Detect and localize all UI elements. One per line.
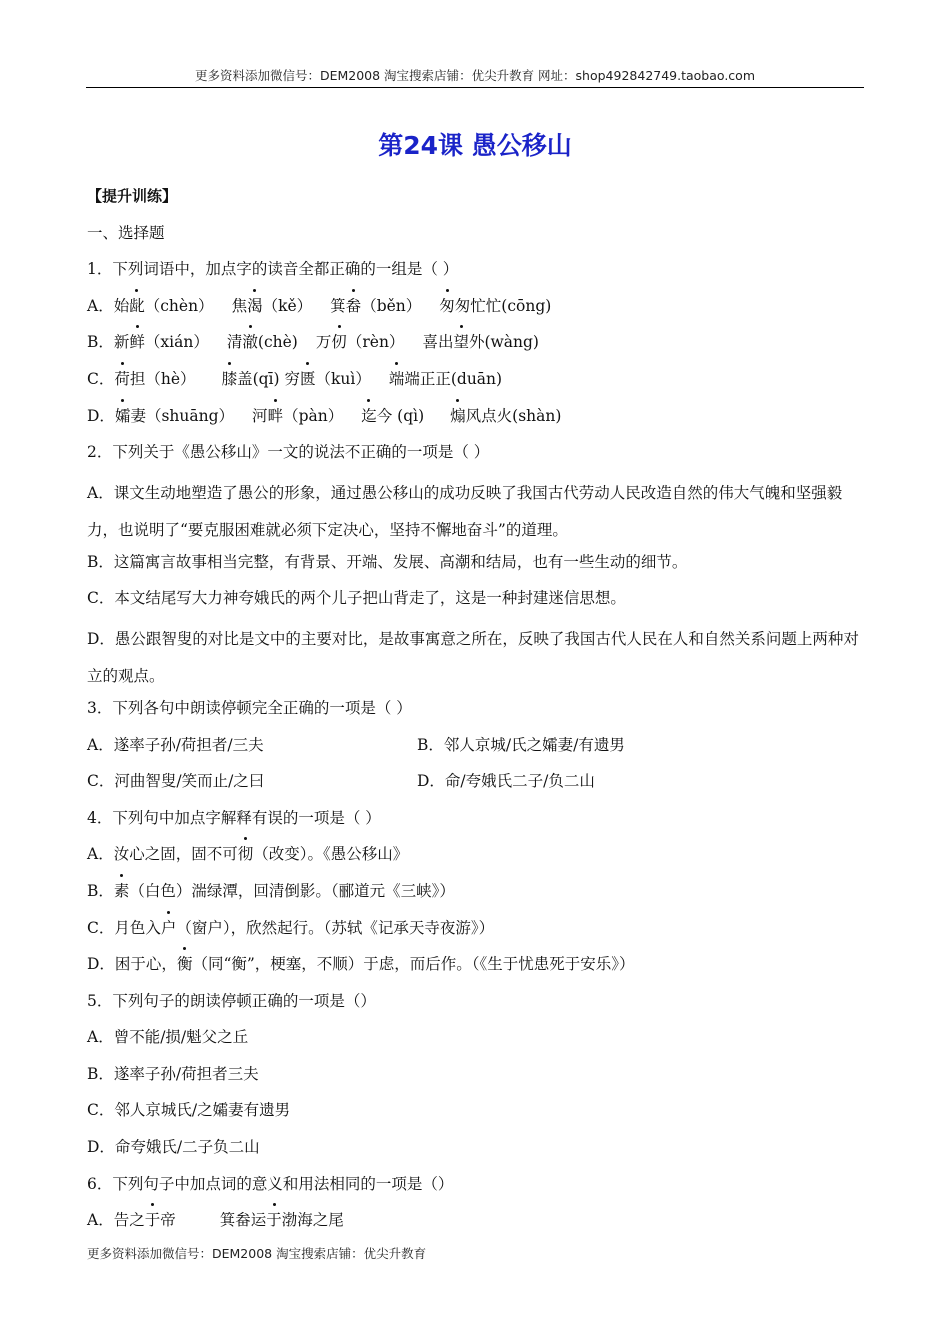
q5-option-d: D．命夸娥氏/二子负二山 <box>87 1138 260 1157</box>
dotted-char: 荷 <box>114 365 130 393</box>
dotted-char: 素 <box>114 877 130 905</box>
dotted-char: 户 <box>161 914 177 942</box>
q6-stem: 6．下列句子中加点词的意义和用法相同的一项是（） <box>87 1174 454 1193</box>
q3-option-a: A．遂率子孙/荷担者/三夫 <box>87 735 264 754</box>
q3-option-d: D．命/夸娥氏二子/负二山 <box>417 772 595 791</box>
text: B． <box>87 881 114 900</box>
worksheet-content <box>87 182 867 1243</box>
q3-row-cd <box>87 767 867 804</box>
pinyin: （pàn） <box>283 406 344 425</box>
dotted-char: 衡 <box>177 950 193 978</box>
option-label: D． <box>87 406 115 425</box>
q4-option-d <box>87 950 867 987</box>
dotted-char: 孀 <box>115 402 131 430</box>
text: （白色）湍绿潭，回清倒影。（郦道元《三峡》） <box>129 881 455 900</box>
q3-row-ab <box>87 731 867 768</box>
pinyin: （kuì） <box>315 369 371 388</box>
text: 担 <box>129 369 146 388</box>
dotted-char: 匮 <box>300 365 316 393</box>
dotted-char: 膝 <box>222 365 238 393</box>
text: 焦 <box>231 296 248 315</box>
dotted-char: 畔 <box>268 402 284 430</box>
part-heading: 一、选择题 <box>87 223 165 242</box>
page-title: 第24课 愚公移山 <box>378 131 572 160</box>
dotted-char: 畚 <box>346 292 362 320</box>
text: （同“衡”，梗塞，不顺）于虑，而后作。（《生于忧患死于安乐》） <box>192 955 635 974</box>
q4-stem: 4．下列句中加点字解释有误的一项是（ ） <box>87 808 381 827</box>
q3-option-c: C．河曲智叟/笑而止/之曰 <box>87 772 265 791</box>
dotted-char: 匆 <box>439 292 455 320</box>
text: 外(wàng) <box>468 333 539 352</box>
q3-option-b: B．邻人京城/氏之孀妻/有遗男 <box>417 735 625 754</box>
dotted-char: 于 <box>145 1206 161 1234</box>
text: A．汝心之固，固不可 <box>87 845 238 864</box>
text: 箕 <box>330 296 346 315</box>
q2-option-b: B．这篇寓言故事相当完整，有背景、开端、发展、高潮和结局，也有一些生动的细节。 <box>87 552 688 571</box>
pinyin: （kě） <box>262 296 313 315</box>
dotted-char: 龀 <box>129 292 145 320</box>
page-header: 更多资料添加微信号：DEM2008 淘宝搜索店铺：优尖升教育 网址：shop492842749.taobao.com <box>194 68 756 83</box>
text: 帝 <box>160 1211 176 1230</box>
pinyin: (chè) <box>257 333 298 352</box>
q5-option-b: B．遂率子孙/荷担者三夫 <box>87 1064 259 1083</box>
q5-option-a: A．曾不能/损/魁父之丘 <box>87 1028 249 1047</box>
q2-option-a: A．课文生动地塑造了愚公的形象，通过愚公移山的成功反映了我国古代劳动人民改造自然的伟大气魄和坚强毅力，也说明了“要克服困难就必须下定决心，坚持不懈地奋斗”的道理。 <box>87 483 843 539</box>
text: 始 <box>113 296 130 315</box>
q1-option-a <box>87 292 867 329</box>
dotted-char: 煽 <box>450 402 466 430</box>
text: 盖(qī) 穷 <box>237 369 300 388</box>
q1-stem: 1．下列词语中，加点字的读音全都正确的一组是（ ） <box>87 260 459 279</box>
dotted-char: 鲜 <box>129 328 145 356</box>
q5-stem: 5．下列句子的朗读停顿正确的一项是（） <box>87 991 376 1010</box>
pinyin: （běn） <box>361 296 422 315</box>
text: （改变）。《愚公移山》 <box>253 845 409 864</box>
pinyin: （xián） <box>144 333 209 352</box>
text: （窗户），欣然起行。（苏轼《记承天寺夜游》） <box>176 918 495 937</box>
q2-option-d: D．愚公跟智叟的对比是文中的主要对比，是故事寓意之所在，反映了我国古代人民在人和自然关系问题上两种对立的观点。 <box>87 629 859 685</box>
text: 风点火(shàn) <box>465 406 562 425</box>
pinyin: （shuāng） <box>145 406 235 425</box>
section-heading: 【提升训练】 <box>87 187 178 205</box>
text: 端正正(duān) <box>404 369 503 388</box>
q3-stem: 3．下列各句中朗读停顿完全正确的一项是（ ） <box>87 698 412 717</box>
text: 渤海之尾 <box>281 1211 344 1230</box>
text: 清 <box>226 333 243 352</box>
q4-option-c <box>87 914 867 951</box>
q1-option-d <box>87 402 867 439</box>
q6-option-a <box>87 1206 867 1243</box>
dotted-char: 望 <box>453 328 469 356</box>
text: 喜出 <box>422 333 454 352</box>
text: 河 <box>252 406 268 425</box>
q4-option-a <box>87 840 867 877</box>
pinyin: （hè） <box>145 369 196 388</box>
option-label: A． <box>87 296 114 315</box>
page-footer: 更多资料添加微信号：DEM2008 淘宝搜索店铺：优尖升教育 <box>87 1246 427 1261</box>
dotted-char: 澈 <box>242 328 258 356</box>
dotted-char: 迄 <box>361 402 377 430</box>
q2-option-c: C．本文结尾写大力神夸娥氏的两个儿子把山背走了，这是一种封建迷信思想。 <box>87 589 626 608</box>
dotted-char: 彻 <box>238 840 254 868</box>
text: 今 (qì) <box>376 406 425 425</box>
text: 新 <box>113 333 130 352</box>
text: D．困于心， <box>87 955 177 974</box>
text: A．告之 <box>87 1211 145 1230</box>
option-label: C． <box>87 369 115 388</box>
q1-option-c <box>87 365 867 402</box>
pinyin: （chèn） <box>144 296 214 315</box>
text: 匆忙忙(cōng) <box>454 296 552 315</box>
q2-stem: 2．下列关于《愚公移山》一文的说法不正确的一项是（ ） <box>87 443 490 462</box>
dotted-char: 于 <box>266 1206 282 1234</box>
header-rule <box>86 87 864 88</box>
text: 箕畚运 <box>219 1211 267 1230</box>
dotted-char: 仞 <box>331 328 347 356</box>
q1-option-b <box>87 328 867 365</box>
option-label: B． <box>87 333 114 352</box>
text: 万 <box>315 333 332 352</box>
q4-option-b <box>87 877 867 914</box>
dotted-char: 端 <box>389 365 405 393</box>
pinyin: （rèn） <box>346 333 405 352</box>
dotted-char: 渴 <box>247 292 263 320</box>
text: 妻 <box>130 406 146 425</box>
text: C．月色入 <box>87 918 161 937</box>
q5-option-c: C．邻人京城氏/之孀妻有遗男 <box>87 1101 291 1120</box>
